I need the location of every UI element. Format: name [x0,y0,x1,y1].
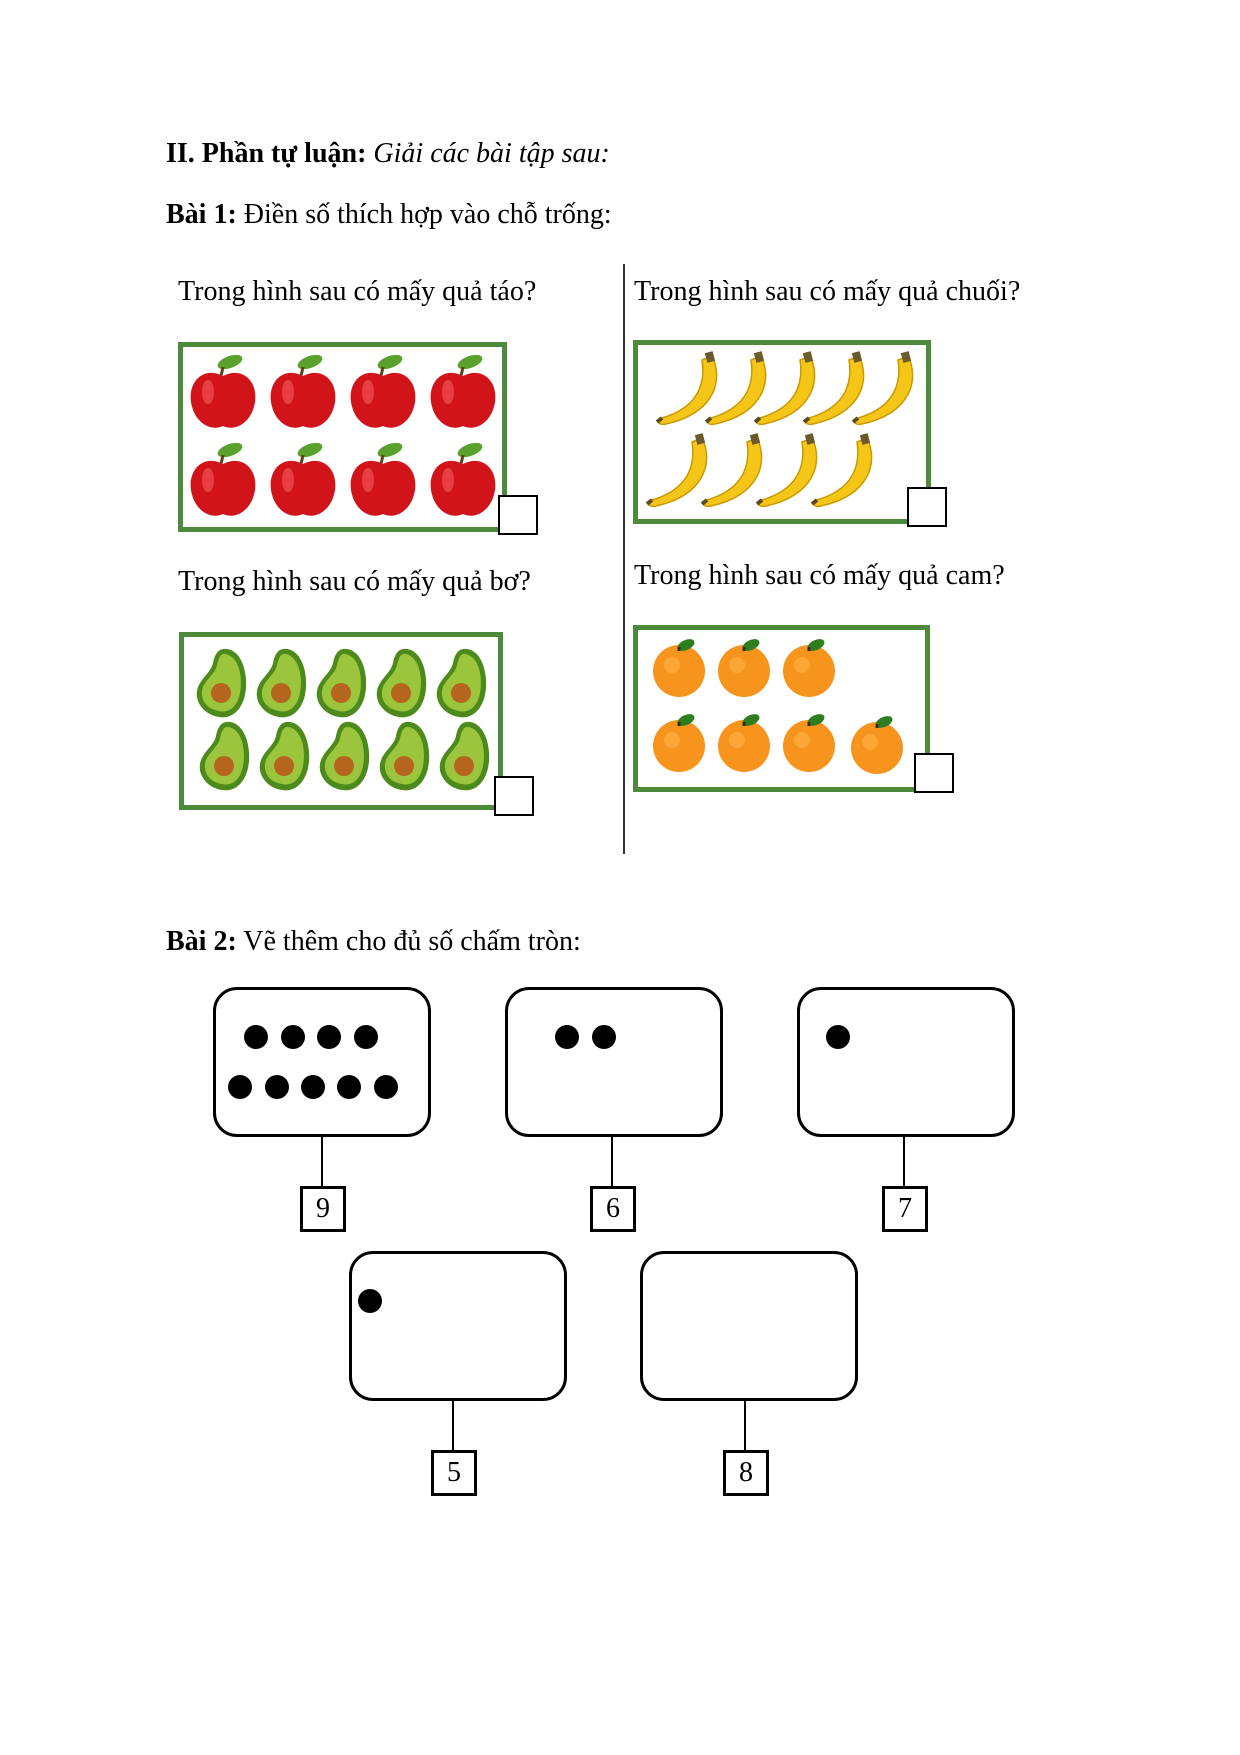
avocado-icon [373,647,429,719]
question-apples: Trong hình sau có mấy quả táo? [178,276,537,307]
section-heading [166,138,610,170]
orange-icon [715,712,773,774]
orange-icon [780,637,838,699]
card-connector [611,1137,613,1186]
dot [244,1025,268,1049]
apple-icon [428,440,498,520]
apple-icon [348,352,418,432]
avocado-icon [433,647,489,719]
dot [281,1025,305,1049]
banana-icon [807,432,882,512]
dot [555,1025,579,1049]
orange-answer-box[interactable] [914,753,954,793]
card-connector [744,1401,746,1450]
orange-icon [848,714,906,776]
avocado-icon [376,720,432,792]
column-divider [623,264,625,854]
target-number-box: 7 [882,1186,928,1232]
card-connector [321,1137,323,1186]
target-number-box: 8 [723,1450,769,1496]
target-number-box: 9 [300,1186,346,1232]
avocado-icon [196,720,252,792]
avocado-answer-box[interactable] [494,776,534,816]
exercise-1-instruction: Điền số thích hợp vào chỗ trống: [243,199,612,230]
section-heading-italic: Giải các bài tập sau: [373,138,610,169]
apple-answer-box[interactable] [498,495,538,535]
apple-icon [188,440,258,520]
avocado-icon [313,647,369,719]
exercise-2-instruction: Vẽ thêm cho đủ số chấm tròn: [243,926,581,957]
dot-card[interactable] [213,987,431,1137]
banana-icon [848,350,923,430]
exercise-2-label: Bài 2: [166,926,237,957]
orange-icon [650,637,708,699]
card-connector [452,1401,454,1450]
dot-card[interactable] [349,1251,567,1401]
dot-card[interactable] [797,987,1015,1137]
avocado-icon [193,647,249,719]
exercise-1-heading [166,199,612,231]
apple-icon [268,352,338,432]
question-oranges: Trong hình sau có mấy quả cam? [634,560,1005,591]
question-avocados: Trong hình sau có mấy quả bơ? [178,566,531,597]
dot-card[interactable] [505,987,723,1137]
section-heading-bold: II. Phần tự luận: [166,138,367,169]
avocado-icon [436,720,492,792]
dot [374,1075,398,1099]
avocado-icon [316,720,372,792]
target-number-box: 6 [590,1186,636,1232]
avocado-icon [256,720,312,792]
dot [592,1025,616,1049]
dot-card[interactable] [640,1251,858,1401]
dot [354,1025,378,1049]
dot [265,1075,289,1099]
exercise-2-heading [166,926,581,958]
exercise-1-label: Bài 1: [166,199,237,230]
banana-answer-box[interactable] [907,487,947,527]
dot [228,1075,252,1099]
question-bananas: Trong hình sau có mấy quả chuối? [634,276,1021,307]
apple-icon [348,440,418,520]
card-connector [903,1137,905,1186]
dot [317,1025,341,1049]
orange-icon [650,712,708,774]
dot [358,1289,382,1313]
apple-icon [268,440,338,520]
avocado-icon [253,647,309,719]
apple-icon [428,352,498,432]
dot [337,1075,361,1099]
dot [826,1025,850,1049]
orange-icon [780,712,838,774]
dot [301,1075,325,1099]
apple-icon [188,352,258,432]
orange-icon [715,637,773,699]
target-number-box: 5 [431,1450,477,1496]
